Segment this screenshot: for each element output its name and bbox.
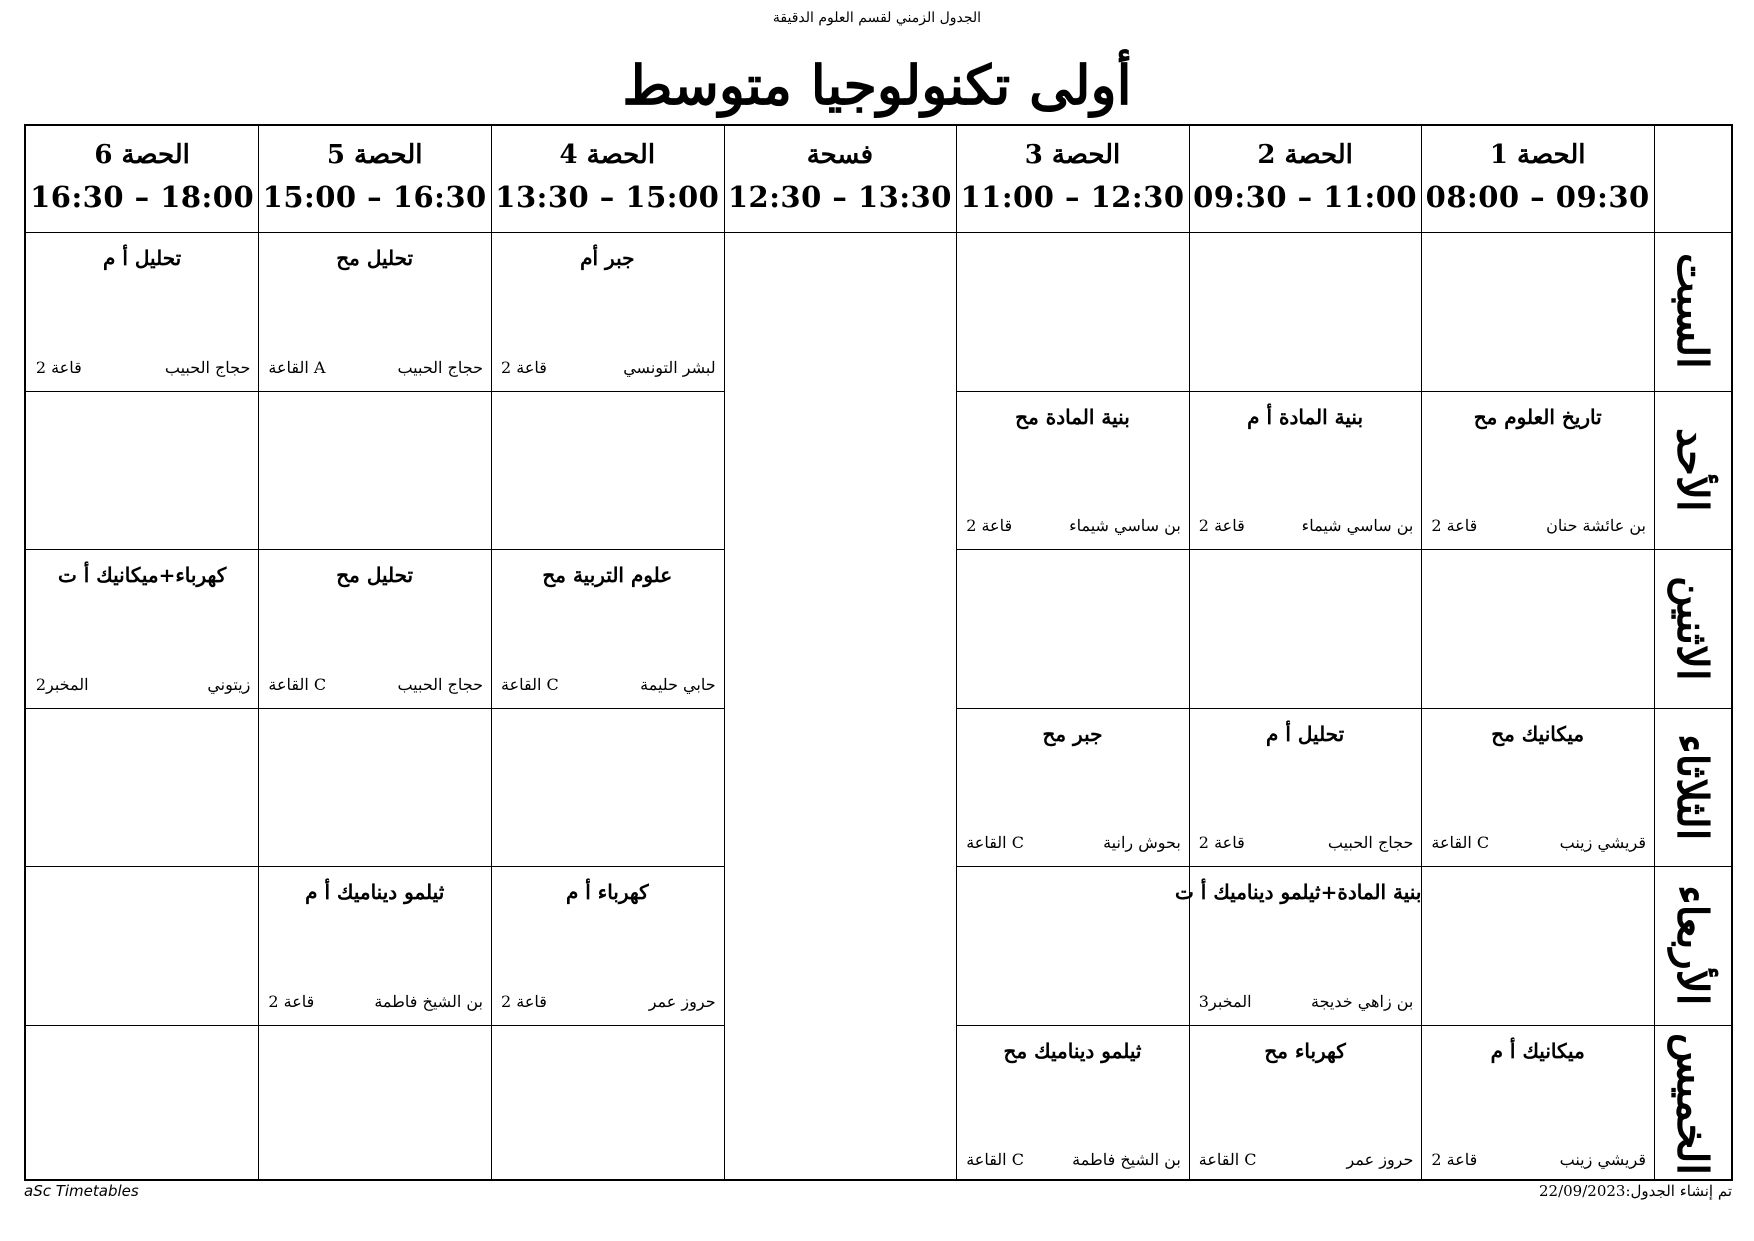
class-session [1175, 866, 1422, 1025]
class-session [1189, 708, 1422, 867]
class-session [1421, 708, 1654, 867]
teacher-name: بن الشيخ فاطمة [1072, 1150, 1181, 1169]
teacher-name: قريشي زينب [1559, 833, 1646, 852]
teacher-name: زيتوني [207, 674, 251, 694]
period-time: 16:30 – 18:00 [30, 180, 255, 214]
day-name: الخميس [1668, 1032, 1717, 1175]
room-name: C القاعة [501, 674, 559, 694]
room-name: C القاعة [1198, 1150, 1257, 1169]
period-header [491, 126, 724, 230]
teacher-name: بن الشيخ فاطمة [374, 991, 483, 1011]
column-divider [1421, 126, 1422, 1179]
period-label: الحصة 5 [326, 140, 423, 170]
period-header [1421, 126, 1654, 230]
subject-name: ميكانيك أ م [1490, 1038, 1585, 1063]
teacher-name: حجاج الحبيب [397, 357, 483, 377]
row-divider [956, 549, 1731, 550]
subject-name: كهرباء مح [1264, 1038, 1346, 1063]
teacher-name: بن عائشة حنان [1546, 516, 1646, 535]
class-session [491, 866, 724, 1025]
class-session [1189, 1025, 1422, 1184]
teacher-name: حروز عمر [648, 991, 716, 1011]
subject-name: كهرباء أ م [565, 880, 649, 904]
room-name: C القاعة [1431, 833, 1490, 852]
period-header [26, 126, 259, 230]
period-label: الحصة 3 [1024, 140, 1121, 170]
class-session [956, 391, 1189, 550]
subject-name: ثيلمو ديناميك مح [1003, 1038, 1142, 1063]
period-label: فسحة [806, 140, 874, 170]
teacher-name: بن ساسي شيماء [1301, 516, 1414, 535]
teacher-name: لبشر التونسي [623, 357, 716, 377]
subject-name: كهرباء+ميكانيك أ ت [57, 563, 227, 587]
subject-name: تاريخ العلوم مح [1473, 404, 1602, 429]
page-title: أولى تكنولوجيا متوسط [622, 53, 1132, 117]
class-session [1421, 391, 1654, 550]
room-name: قاعة 2 [268, 991, 315, 1011]
teacher-name: قريشي زينب [1559, 1150, 1646, 1169]
subject-name: جبر مح [1042, 721, 1103, 746]
subject-name: بنية المادة مح [1015, 404, 1130, 429]
period-time: 15:00 – 16:30 [262, 180, 487, 214]
period-label: الحصة 2 [1257, 140, 1353, 170]
header-note: الجدول الزمني لقسم العلوم الدقيقة [772, 10, 982, 26]
room-name: C القاعة [966, 1150, 1024, 1169]
day-label [1654, 232, 1731, 391]
day-name: الاثنين [1668, 575, 1717, 681]
teacher-name: حجاج الحبيب [164, 357, 251, 377]
day-label [1654, 549, 1731, 708]
teacher-name: بن ساسي شيماء [1069, 516, 1181, 535]
subject-name: تحليل أ م [1266, 721, 1345, 746]
teacher-name: بن زاهي خديجة [1310, 991, 1414, 1011]
class-session [956, 708, 1189, 867]
teacher-name: حابي حليمة [640, 674, 716, 694]
row-divider [26, 1025, 724, 1026]
class-session [491, 232, 724, 391]
class-session [258, 866, 491, 1025]
room-name: C القاعة [966, 833, 1024, 852]
class-session [491, 549, 724, 708]
day-name: الثلاثاء [1668, 733, 1717, 840]
day-label [1654, 391, 1731, 550]
room-name: C القاعة [268, 674, 327, 694]
period-label: الحصة 1 [1489, 140, 1586, 170]
period-time: 13:30 – 15:00 [495, 180, 720, 214]
footer-software-name: aSc Timetables [24, 1182, 139, 1200]
subject-name: ميكانيك مح [1491, 721, 1585, 746]
teacher-name: حجاج الحبيب [397, 674, 483, 694]
row-divider [26, 391, 724, 392]
room-name: المخبر3 [1198, 991, 1252, 1011]
class-session [26, 549, 259, 708]
day-name: الأربعاء [1668, 885, 1717, 1006]
timetable-grid [24, 124, 1733, 1181]
room-name: المخبر2 [35, 674, 89, 694]
period-time: 12:30 – 13:30 [727, 180, 952, 214]
period-time: 09:30 – 11:00 [1193, 180, 1418, 214]
period-header [1189, 126, 1422, 230]
room-name: قاعة 2 [501, 357, 547, 377]
period-header [724, 126, 957, 230]
column-divider [956, 126, 957, 1179]
subject-name: بنية المادة+ثيلمو ديناميك أ ت [1175, 880, 1422, 904]
class-session [26, 232, 259, 391]
subject-name: بنية المادة أ م [1247, 404, 1364, 429]
day-label [1654, 866, 1731, 1025]
column-divider [724, 126, 725, 1179]
day-name: السبت [1668, 253, 1717, 370]
subject-name: تحليل مح [336, 246, 414, 270]
subject-name: جبر أم [580, 246, 635, 270]
subject-name: ثيلمو ديناميك أ م [305, 880, 445, 904]
day-label [1654, 708, 1731, 867]
teacher-name: حروز عمر [1346, 1150, 1414, 1169]
class-session [258, 232, 491, 391]
room-name: قاعة 2 [35, 357, 82, 377]
day-name: الأحد [1668, 427, 1717, 512]
room-name: A القاعة [268, 357, 326, 377]
room-name: قاعة 2 [1431, 516, 1478, 535]
subject-name: علوم التربية مح [542, 563, 673, 587]
subject-name: تحليل مح [336, 563, 414, 587]
row-divider [26, 708, 724, 709]
room-name: قاعة 2 [1198, 516, 1245, 535]
footer-creation-date: تم إنشاء الجدول:22/09/2023 [1539, 1182, 1732, 1200]
period-time: 11:00 – 12:30 [960, 180, 1185, 214]
class-session [1421, 1025, 1654, 1184]
class-session [956, 1025, 1189, 1184]
period-header [258, 126, 491, 230]
room-name: قاعة 2 [966, 516, 1013, 535]
class-session [258, 549, 491, 708]
period-header [956, 126, 1189, 230]
period-time: 08:00 – 09:30 [1425, 180, 1650, 214]
room-name: قاعة 2 [1198, 833, 1245, 852]
room-name: قاعة 2 [501, 991, 547, 1011]
room-name: قاعة 2 [1431, 1150, 1478, 1169]
subject-name: تحليل أ م [103, 246, 182, 270]
teacher-name: بحوش رانية [1103, 833, 1181, 852]
class-session [1189, 391, 1422, 550]
period-label: الحصة 4 [559, 140, 656, 170]
day-label [1654, 1025, 1731, 1184]
period-label: الحصة 6 [94, 140, 190, 170]
teacher-name: حجاج الحبيب [1327, 833, 1414, 852]
